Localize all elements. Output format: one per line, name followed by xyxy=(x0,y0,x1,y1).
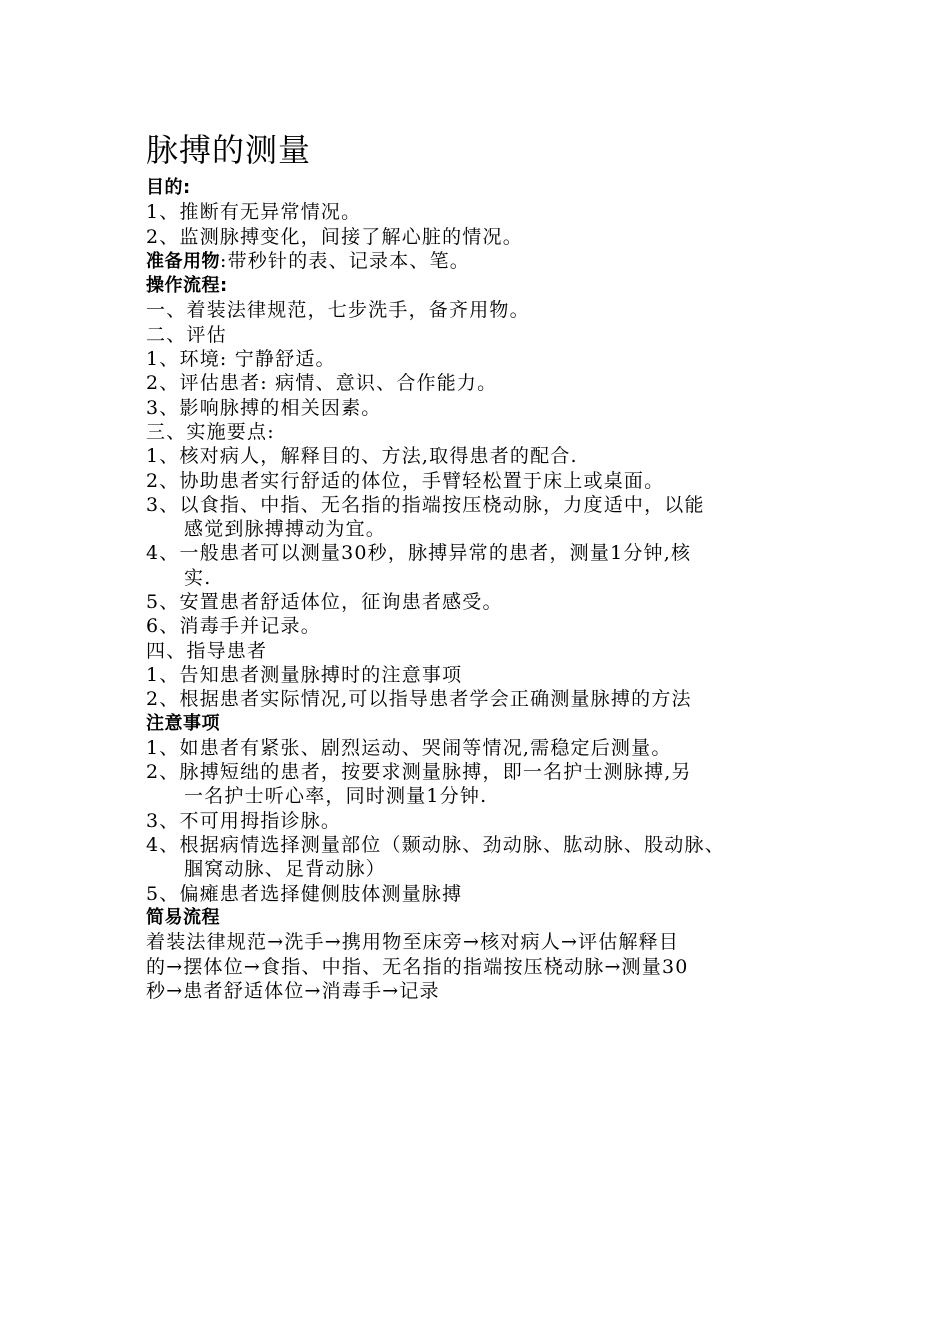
implement-item-3-continued: 感觉到脉搏搏动为宜。 xyxy=(184,518,387,541)
guide-item-2: 2、根据患者实际情况,可以指导患者学会正确测量脉搏的方法 xyxy=(146,688,692,711)
supplies-heading: 准备用物 xyxy=(146,250,220,272)
implement-item-6: 6、消毒手并记录。 xyxy=(146,615,321,638)
simple-flow-line-3: 秒→患者舒适体位→消毒手→记录 xyxy=(146,979,440,1002)
procedure-step-1: 一、着装法律规范，七步洗手，备齐用物。 xyxy=(146,299,530,322)
simple-flow-heading: 简易流程 xyxy=(146,906,220,928)
page-title: 脉搏的测量 xyxy=(146,131,312,169)
guide-heading: 四、指导患者 xyxy=(146,639,268,662)
notes-item-4: 4、根据病情选择测量部位（颞动脉、劲动脉、肱动脉、股动脉、 xyxy=(146,834,725,857)
purpose-heading: 目的: xyxy=(146,177,191,198)
assess-item-3: 3、影响脉搏的相关因素。 xyxy=(146,396,382,419)
implement-item-3: 3、以食指、中指、无名指的指端按压桡动脉，力度适中，以能 xyxy=(146,493,705,516)
implement-item-5: 5、安置患者舒适体位，征询患者感受。 xyxy=(146,591,503,614)
implement-item-4: 4、一般患者可以测量30秒，脉搏异常的患者，测量1分钟,核 xyxy=(146,542,692,565)
simple-flow-line-2: 的→摆体位→食指、中指、无名指的指端按压桡动脉→测量30 xyxy=(146,955,689,978)
assess-item-1: 1、环境: 宁静舒适。 xyxy=(146,348,336,371)
assess-item-2: 2、评估患者: 病情、意识、合作能力。 xyxy=(146,372,498,395)
document xyxy=(146,128,836,1003)
notes-item-4-continued: 腘窝动脉、足背动脉） xyxy=(184,858,387,881)
supplies-line xyxy=(146,249,836,274)
procedure-heading: 操作流程: xyxy=(146,275,228,297)
notes-item-2: 2、脉搏短绌的患者，按要求测量脉搏，即一名护士测脉搏,另 xyxy=(146,761,692,784)
notes-heading: 注意事项 xyxy=(146,712,220,734)
notes-item-1: 1、如患者有紧张、剧烈运动、哭闹等情况,需稳定后测量。 xyxy=(146,736,672,759)
purpose-item-2: 2、监测脉搏变化，间接了解心脏的情况。 xyxy=(146,225,523,248)
notes-item-5: 5、偏瘫患者选择健侧肢体测量脉搏 xyxy=(146,882,463,905)
notes-item-3: 3、不可用拇指诊脉。 xyxy=(146,809,342,832)
assess-heading: 二、评估 xyxy=(146,323,227,346)
purpose-item-1: 1、推断有无异常情况。 xyxy=(146,201,362,224)
implement-heading: 三、实施要点: xyxy=(146,420,275,443)
implement-item-4-continued: 实. xyxy=(184,566,212,589)
implement-item-1: 1、核对病人，解释目的、方法,取得患者的配合. xyxy=(146,445,578,468)
notes-item-2-continued: 一名护士听心率，同时测量1分钟. xyxy=(184,785,488,808)
guide-item-1: 1、告知患者测量脉搏时的注意事项 xyxy=(146,663,463,686)
implement-item-2: 2、协助患者实行舒适的体位，手臂轻松置于床上或桌面。 xyxy=(146,469,665,492)
supplies-text: :带秒针的表、记录本、笔。 xyxy=(220,249,471,272)
simple-flow-line-1: 着装法律规范→洗手→携用物至床旁→核对病人→评估解释目 xyxy=(146,931,680,954)
